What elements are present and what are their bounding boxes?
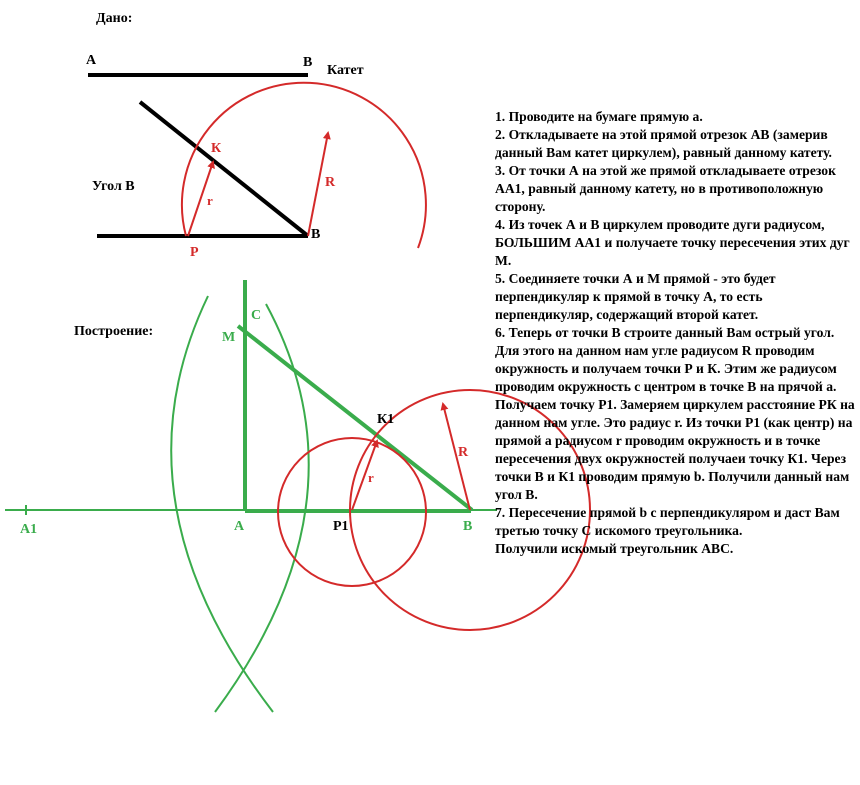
radius-small-label: r [368,470,374,485]
instruction-steps [495,108,855,558]
arc-from-b [215,304,309,712]
given-leg [86,53,364,78]
leg-label: Катет [327,63,364,78]
point-c-label: С [251,308,262,323]
given-angle [92,83,426,260]
step-item: 3. От точки А на этой же прямой откладываете отрезок АА1, равный данному катету, но в противоположную сторону. [495,163,836,214]
given-vertex-b-label: В [311,227,321,242]
step-item: 5. Соединяете точки А и М прямой - это будет перпендикуляр к прямой в точку А, то есть перпендикуляр, содержащий второй катет. [495,271,776,322]
given-radius-small-label: r [207,193,213,208]
point-a-label: А [234,519,245,534]
leg-point-a-label: А [86,53,97,68]
given-radius-big-label: R [325,175,336,190]
hypotenuse-line-b [238,326,472,510]
step-item: 2. Откладываете на этой прямой отрезок АВ (замерив данный Вам катет циркулем), равный данному катету. [495,127,832,160]
point-a1-label: А1 [20,522,38,537]
given-heading: Дано: [96,11,133,26]
step-conclusion: Получили искомый треугольник АВС. [495,541,734,556]
given-point-p-label: Р [190,245,199,260]
point-k1-label: К1 [377,412,395,427]
step-item: 1. Проводите на бумаге прямую а. [495,109,703,124]
construction-green [5,280,497,712]
step-item: 6. Теперь от точки В строите данный Вам острый угол. Для этого на данном нам угле радиусом R проводим окружность и получаем точки Р и К. Этим же радиусом проводим окружность с центром в точке В на прячой а. Получаем точку Р1. Замеряем циркулем расстояние РК на данном нам угле. Это радиус r. Из точки Р1 (как центр) на прямой а радиусом r проводим окружность и в точке пересечения двух окружностей получаеи точку К1. Через точки В и К1 проводим прямую b. Получили данный нам угол В. [495,325,855,502]
point-p1-label: Р1 [333,519,349,534]
angle-label: Угол В [92,179,135,194]
leg-point-b-label: В [303,55,313,70]
angle-side-line [140,102,308,236]
point-b-label: В [463,519,473,534]
radius-big-label: R [458,445,469,460]
arc-from-a1 [171,296,273,712]
step-item: 7. Пересечение прямой b с перпендикуляром и даст Вам третью точку С искомого треугольника. [495,505,840,538]
construction-heading: Построение: [74,324,154,339]
step-item: 4. Из точек А и В циркулем проводите дуги радиусом, БОЛЬШИМ АА1 и получаете точку пересечения этих дуг М. [495,217,850,268]
point-m-label: М [222,330,236,345]
given-point-k-label: К [211,141,222,156]
